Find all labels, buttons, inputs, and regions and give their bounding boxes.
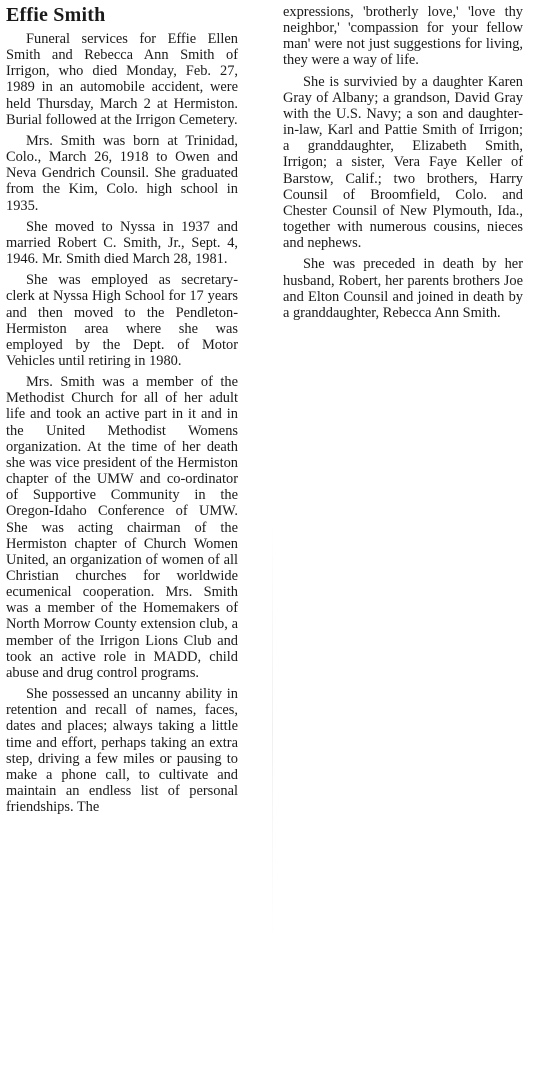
right-column <box>283 4 523 326</box>
column-gutter-shadow <box>272 520 273 940</box>
paragraph-survivors: She is survivied by a daughter Karen Gray of Albany; a grandson, David Gray with the U.S. Navy; a son and daughter-in-law, Karl and Pattie Smith of Irrigon; a granddaughter, Elizabeth Smith, Irrigon; a sister, Vera Faye Keller of Barstow, Calif.; two brothers, Harry Counsil of Broomfield, Colo. and Chester Counsil of New Plymouth, Ida., together with numerous cousins, nieces and nephews. <box>283 73 523 252</box>
paragraph-preceded: She was preceded in death by her husband, Robert, her parents brothers Joe and Elton Counsil and joined in death by a granddaughter, Rebecca Ann Smith. <box>283 256 523 321</box>
paragraph-continuation: expressions, 'brotherly love,' 'love thy neighbor,' 'compassion for your fellow man' were not just suggestions for living, they were a way of life. <box>283 4 523 69</box>
paragraph-birth: Mrs. Smith was born at Trinidad, Colo., March 26, 1918 to Owen and Neva Gendrich Counsil. She graduated from the Kim, Colo. high school in 1935. <box>6 132 238 214</box>
paragraph-church: Mrs. Smith was a member of the Methodist Church for all of her adult life and took an active part in it and in the United Methodist Womens organization. At the time of her death she was vice president of the Hermiston chapter of the UMW and co-ordinator of Supportive Community in the Oregon-Idaho Conference of UMW. She was acting chairman of the Hermiston chapter of Church Women United, an organization of women of all Christian churches for worldwide ecumenical cooperation. Mrs. Smith was a member of the Homemakers of North Morrow County extension club, a member of the Irrigon Lions Club and took an active role in MADD, child abuse and drug control programs. <box>6 374 238 681</box>
left-column <box>6 31 238 820</box>
paragraph-employment: She was employed as secretary-clerk at Nyssa High School for 17 years and then moved to the Pendleton-Hermiston area where she was employed by the Dept. of Motor Vehicles until retiring in 1980. <box>6 272 238 369</box>
paragraph-marriage: She moved to Nyssa in 1937 and married Robert C. Smith, Jr., Sept. 4, 1946. Mr. Smith died March 28, 1981. <box>6 218 238 268</box>
paragraph-funeral-services: Funeral services for Effie Ellen Smith and Rebecca Ann Smith of Irrigon, who died Monday, Feb. 27, 1989 in an automobile accident, were held Thursday, March 2 at Hermiston. Burial followed at the Irrigon Cemetery. <box>6 31 238 128</box>
headline: Effie Smith <box>6 4 106 26</box>
paragraph-friendships: She possessed an uncanny ability in retention and recall of names, faces, dates and places; always taking a little time and effort, perhaps taking an extra step, driving a few miles or pausing to make a phone call, to cultivate and maintain an endless list of personal friendships. The <box>6 686 238 816</box>
